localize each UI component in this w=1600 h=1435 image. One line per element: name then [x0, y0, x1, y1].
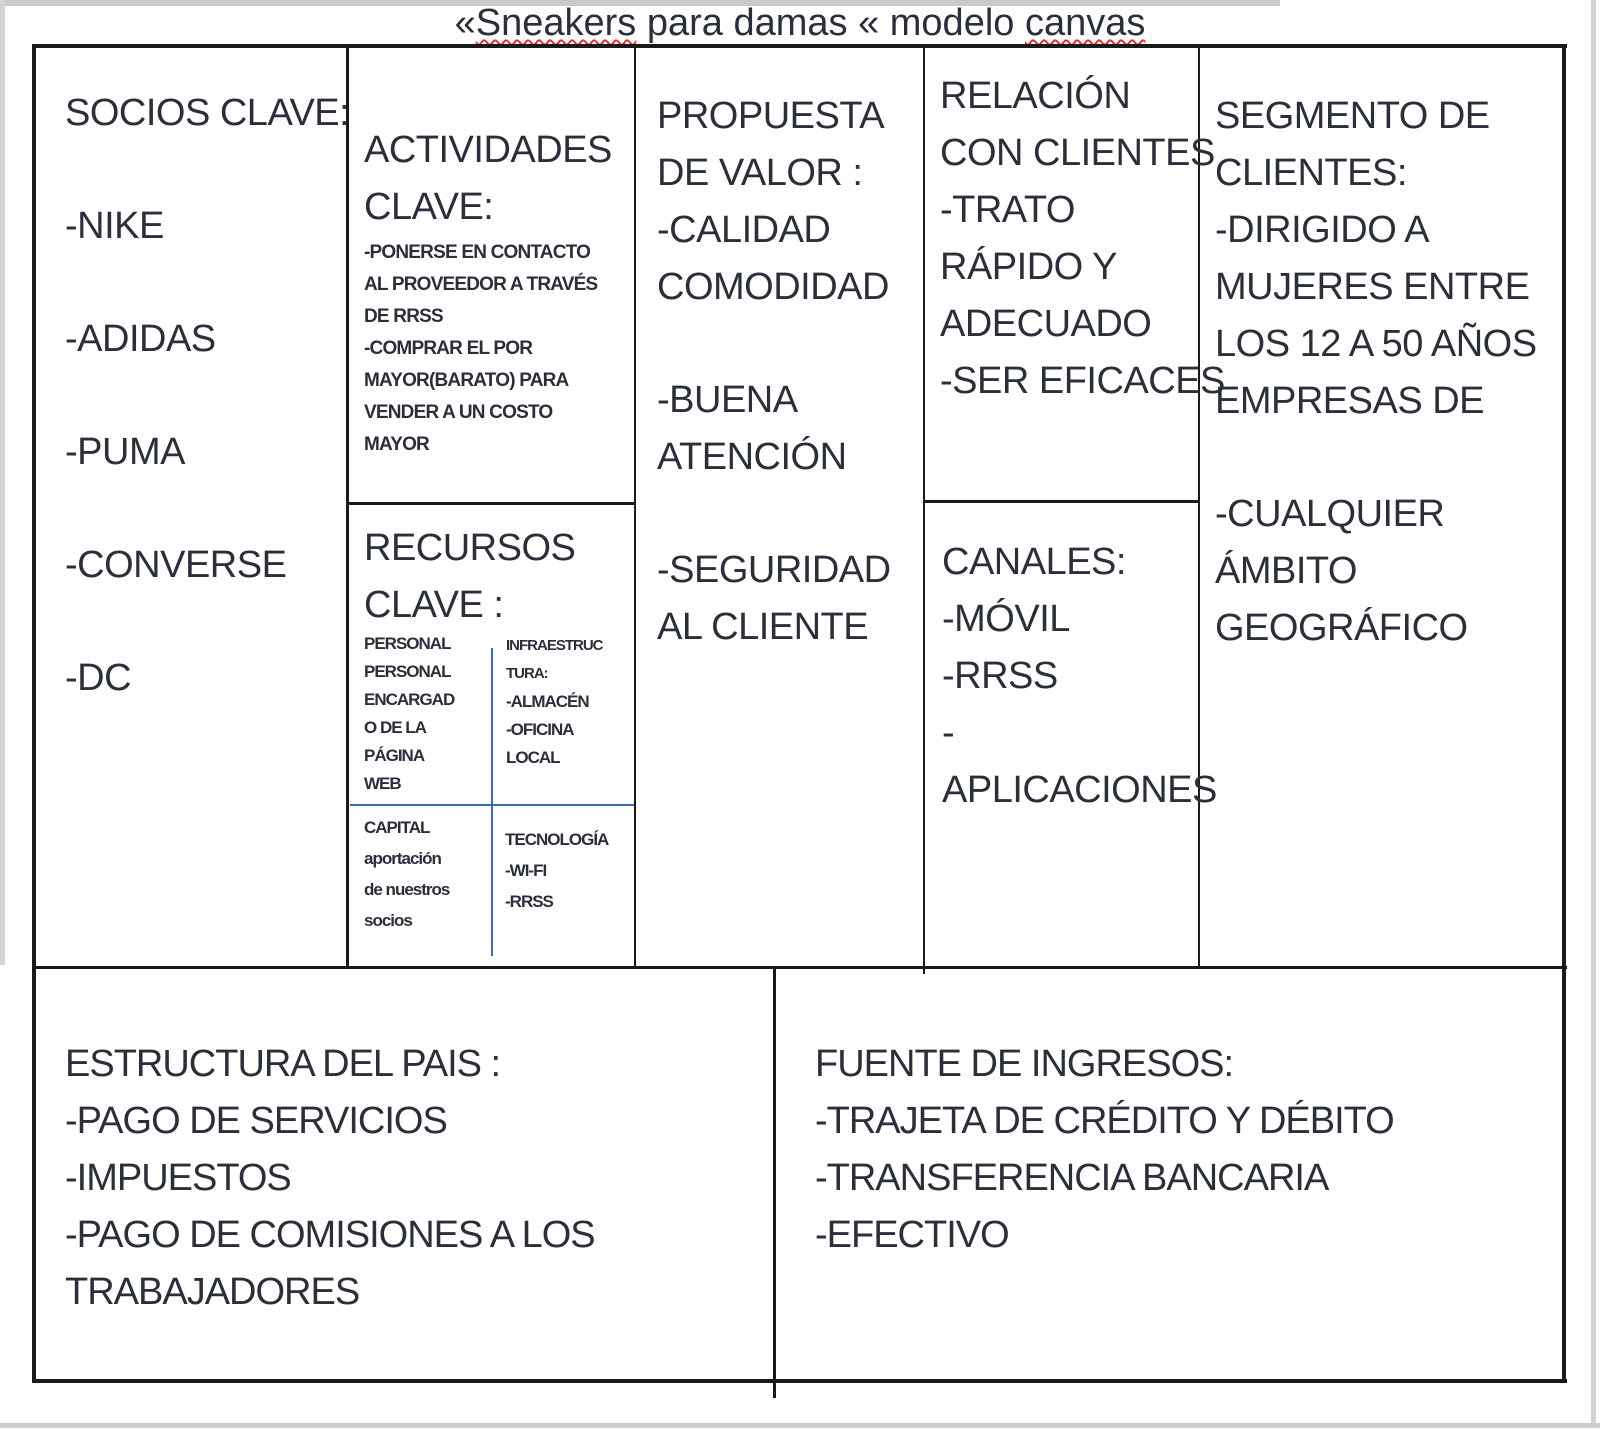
grid-middle-divider: [32, 966, 1567, 969]
socio-item: -CONVERSE: [65, 544, 287, 586]
socios-heading: SOCIOS CLAVE:: [65, 92, 350, 134]
propuesta-line: -CALIDAD: [657, 209, 831, 251]
recursos-clave-heading: [364, 520, 575, 634]
recurso-line: PERSONAL: [364, 634, 451, 653]
fuente-line: FUENTE DE INGRESOS:: [815, 1043, 1234, 1085]
recurso-line: aportación: [364, 849, 441, 868]
recurso-line: -WI-FI: [505, 861, 547, 880]
recurso-line: TURA:: [506, 665, 548, 682]
fuente-line: -TRAJETA DE CRÉDITO Y DÉBITO: [815, 1100, 1394, 1142]
recurso-line: TECNOLOGÍA: [505, 830, 609, 849]
recursos-heading-2: CLAVE :: [364, 584, 504, 626]
propuesta-line: COMODIDAD: [657, 266, 889, 308]
segmento-line: EMPRESAS DE: [1215, 380, 1485, 422]
relacion-clientes-section: [940, 68, 1225, 410]
propuesta-line: -BUENA: [657, 379, 798, 421]
recursos-tecnologia: [505, 824, 608, 917]
page-frame-bottom: [0, 1423, 1600, 1428]
segmento-line: -CUALQUIER: [1215, 493, 1445, 535]
actividad-line: VENDER A UN COSTO: [364, 402, 553, 423]
bottom-col-divider: [773, 968, 776, 1398]
col-divider-3: [923, 46, 925, 974]
propuesta-line: DE VALOR :: [657, 152, 863, 194]
propuesta-valor-section: [657, 88, 891, 656]
actividad-line: -PONERSE EN CONTACTO: [364, 242, 591, 263]
grid-left-border: [32, 44, 36, 1382]
recurso-line: PERSONAL: [364, 662, 451, 681]
actividad-line: DE RRSS: [364, 306, 443, 327]
recursos-horizontal-divider: [350, 804, 634, 806]
estructura-line: TRABAJADORES: [65, 1271, 360, 1313]
actividades-heading-1: ACTIVIDADES: [364, 129, 612, 171]
canales-section: [942, 534, 1217, 819]
estructura-line: ESTRUCTURA DEL PAIS :: [65, 1043, 501, 1085]
actividades-clave-section: [364, 122, 612, 236]
actividades-recursos-divider: [346, 502, 636, 505]
estructura-line: -PAGO DE COMISIONES A LOS: [65, 1214, 595, 1256]
recurso-line: -ALMACÉN: [506, 692, 589, 711]
recursos-heading-1: RECURSOS: [364, 527, 576, 569]
recursos-vertical-divider: [491, 648, 493, 956]
segmento-line: CLIENTES:: [1215, 152, 1407, 194]
grid-right-border: [1562, 44, 1566, 1382]
recurso-line: INFRAESTRUC: [506, 637, 603, 654]
actividad-line: AL PROVEEDOR A TRAVÉS: [364, 274, 598, 295]
actividad-line: MAYOR: [364, 434, 429, 455]
page-frame-right: [1591, 0, 1596, 1425]
fuente-line: -TRANSFERENCIA BANCARIA: [815, 1157, 1329, 1199]
relacion-line: -SER EFICACES: [940, 360, 1225, 402]
relacion-line: -TRATO: [940, 189, 1075, 231]
recurso-line: -OFICINA: [506, 720, 574, 739]
recursos-infraestructura: [506, 632, 603, 772]
grid-bottom-border: [32, 1379, 1567, 1383]
fuente-line: -EFECTIVO: [815, 1214, 1009, 1256]
recurso-line: WEB: [364, 774, 401, 793]
page-frame-left: [0, 0, 5, 965]
title-word-canvas: canvas: [1024, 2, 1146, 44]
segmento-clientes-section: [1215, 88, 1537, 657]
propuesta-line: AL CLIENTE: [657, 606, 869, 648]
canales-line: APLICACIONES: [942, 769, 1217, 811]
relacion-line: RÁPIDO Y: [940, 246, 1117, 288]
recurso-line: -RRSS: [505, 892, 553, 911]
recurso-line: LOCAL: [506, 748, 560, 767]
canales-line: -RRSS: [942, 655, 1058, 697]
estructura-line: -IMPUESTOS: [65, 1157, 291, 1199]
grid-top-border: [32, 44, 1567, 48]
socio-item: -DC: [65, 657, 132, 699]
canales-line: -: [942, 712, 955, 754]
recurso-line: ENCARGAD: [364, 690, 455, 709]
actividad-line: MAYOR(BARATO) PARA: [364, 370, 569, 391]
actividad-line: -COMPRAR EL POR: [364, 338, 533, 359]
title-word-sneakers: Sneakers: [475, 2, 637, 44]
estructura-costos-section: [65, 1036, 595, 1321]
recursos-personal: [364, 630, 454, 798]
socio-item: -PUMA: [65, 431, 185, 473]
socio-item: -ADIDAS: [65, 318, 216, 360]
title-prefix: «: [454, 2, 476, 44]
canales-line: CANALES:: [942, 541, 1126, 583]
propuesta-line: -SEGURIDAD: [657, 549, 891, 591]
recurso-line: de nuestros: [364, 880, 450, 899]
segmento-line: -DIRIGIDO A: [1215, 209, 1430, 251]
segmento-line: SEGMENTO DE: [1215, 95, 1490, 137]
segmento-line: GEOGRÁFICO: [1215, 607, 1468, 649]
col-divider-2: [634, 46, 636, 968]
propuesta-line: ATENCIÓN: [657, 436, 847, 478]
actividades-heading-2: CLAVE:: [364, 186, 494, 228]
socio-item: -NIKE: [65, 205, 164, 247]
recurso-line: PÁGINA: [364, 746, 425, 765]
estructura-line: -PAGO DE SERVICIOS: [65, 1100, 447, 1142]
recurso-line: CAPITAL: [364, 818, 430, 837]
relacion-canales-divider: [923, 500, 1198, 503]
canvas-title: [0, 0, 1600, 46]
segmento-line: ÁMBITO: [1215, 550, 1357, 592]
propuesta-line: PROPUESTA: [657, 95, 885, 137]
socios-clave-section: [65, 85, 349, 707]
segmento-line: LOS 12 A 50 AÑOS: [1215, 323, 1537, 365]
canales-line: -MÓVIL: [942, 598, 1070, 640]
relacion-line: RELACIÓN: [940, 75, 1131, 117]
relacion-line: CON CLIENTES: [940, 132, 1215, 174]
recursos-capital: [364, 812, 449, 936]
recurso-line: O DE LA: [364, 718, 426, 737]
title-middle: para damas « modelo: [636, 2, 1025, 44]
relacion-line: ADECUADO: [940, 303, 1152, 345]
fuente-ingresos-section: [815, 1036, 1394, 1264]
actividades-list: [364, 237, 597, 461]
recurso-line: socios: [364, 911, 412, 930]
segmento-line: MUJERES ENTRE: [1215, 266, 1530, 308]
